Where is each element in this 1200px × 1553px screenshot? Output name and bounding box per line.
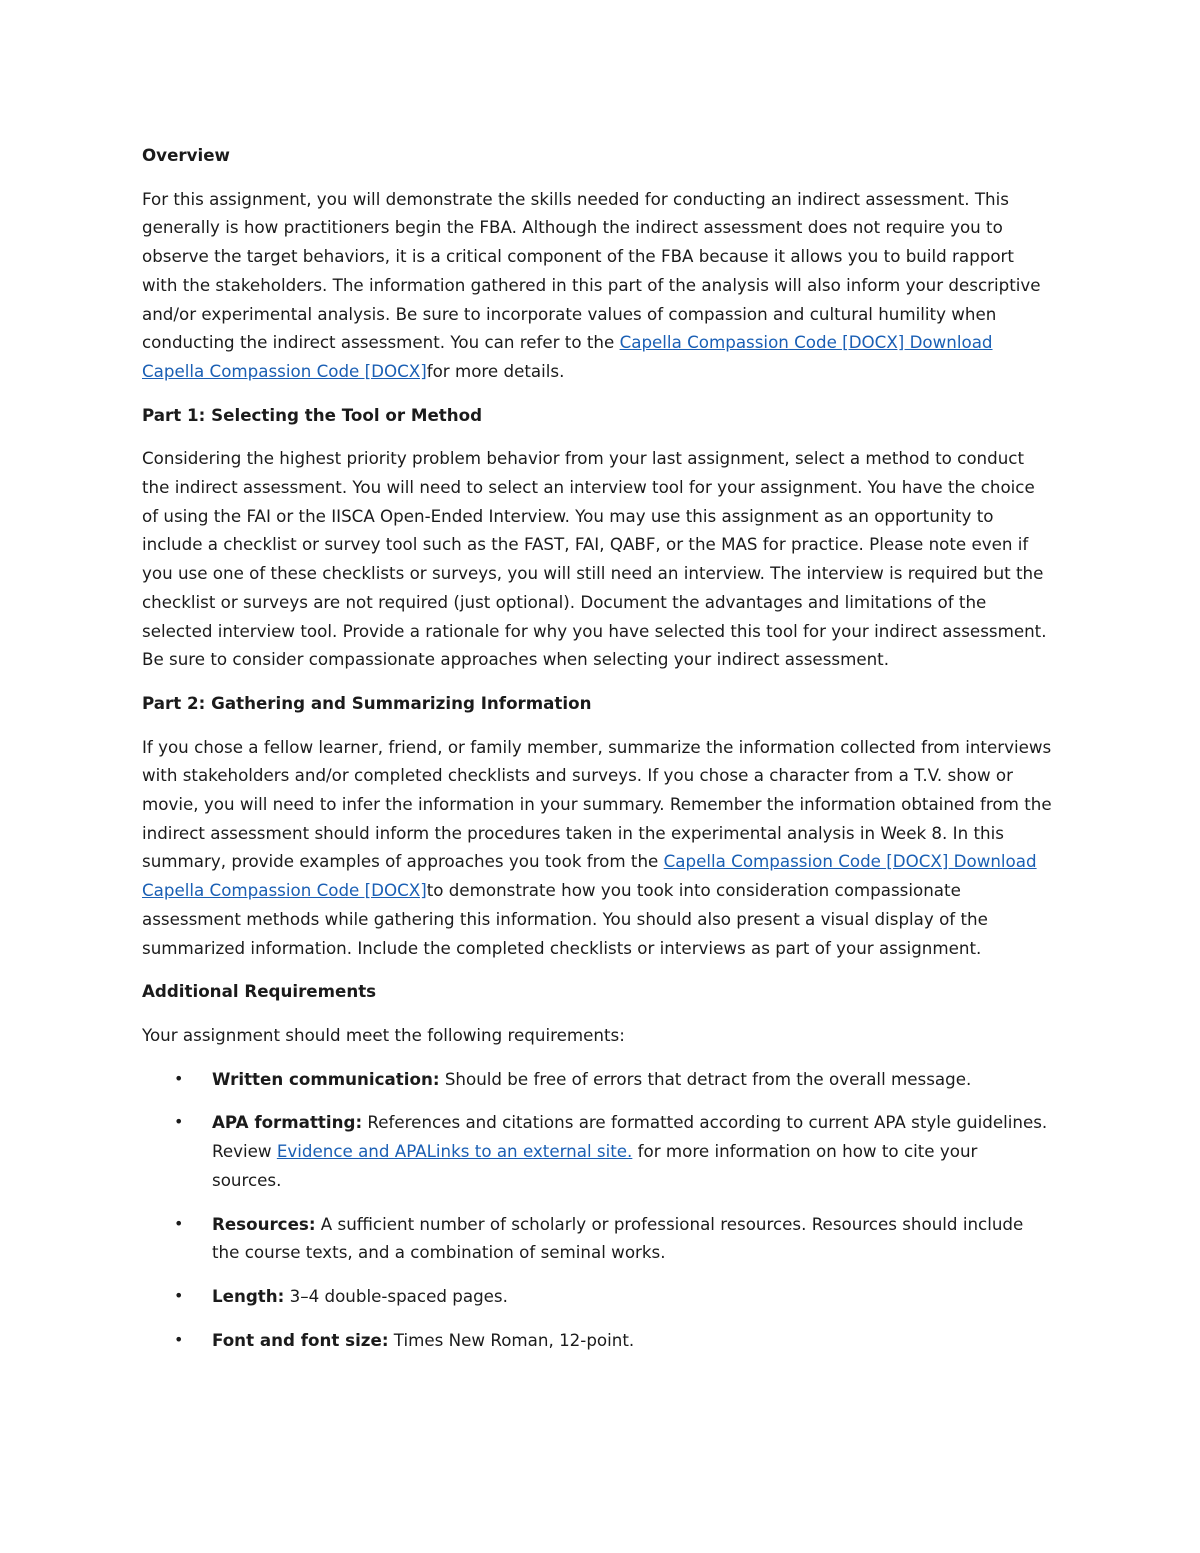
part2-text-end: to demonstrate how you took into consideration compassionate assessment methods while gathering this information. You should also present a visual display of the summarized information. Include the completed checklists or interviews as part of your assignment. bbox=[142, 880, 988, 958]
bullet-icon: • bbox=[174, 1213, 184, 1233]
requirements-list bbox=[142, 1065, 1052, 1355]
capella-compassion-code-link[interactable]: Capella Compassion Code [DOCX] Download Capella Compassion Code [DOCX] bbox=[142, 332, 993, 381]
list-item-apa-formatting bbox=[142, 1108, 1052, 1194]
bullet-icon: • bbox=[174, 1329, 184, 1349]
item-text: A sufficient number of scholarly or professional resources. Resources should include the course texts, and a combination of seminal works. bbox=[212, 1213, 1024, 1263]
item-label: Resources: bbox=[212, 1213, 316, 1234]
bullet-icon: • bbox=[174, 1112, 184, 1132]
part2-heading: Part 2: Gathering and Summarizing Information bbox=[142, 692, 592, 713]
bullet-icon: • bbox=[174, 1285, 184, 1305]
evidence-and-apa-link[interactable]: Evidence and APALinks to an external site. bbox=[276, 1141, 633, 1162]
item-text-after: for more information on how to cite your sources. bbox=[212, 1141, 978, 1190]
part1-heading: Part 1: Selecting the Tool or Method bbox=[142, 404, 483, 425]
item-label: Written communication: bbox=[212, 1068, 440, 1089]
item-label: APA formatting: bbox=[212, 1112, 363, 1133]
bullet-icon: • bbox=[174, 1068, 184, 1088]
list-item-length bbox=[142, 1282, 1052, 1311]
part2-text: If you chose a fellow learner, friend, or family member, summarize the information collected from interviews with stakeholders and/or completed checklists and surveys. If you chose a character from a T.V. show or movie, you will need to infer the information in your summary. Remember the information obtained from the indirect assessment should inform the procedures taken in the experimental analysis in Week 8. In this summary, provide examples of approaches you took from the bbox=[142, 736, 1052, 872]
list-item-written-communication bbox=[142, 1065, 1052, 1094]
list-item-font bbox=[142, 1326, 1052, 1355]
part1-paragraph: Considering the highest priority problem behavior from your last assignment, select a method to conduct the indirect assessment. You will need to select an interview tool for your assignment. You have the choice of using the FAI or the IISCA Open-Ended Interview. You may use this assignment as an opportunity to include a checklist or survey tool such as the FAST, FAI, QABF, or the MAS for practice. Please note even if you use one of these checklists or surveys, you will still need an interview. The interview is required but the checklist or surveys are not required (just optional). Document the advantages and limitations of the selected interview tool. Provide a rationale for why you have selected this tool for your indirect assessment. Be sure to consider compassionate approaches when selecting your indirect assessment. bbox=[142, 448, 1047, 670]
item-label: Font and font size: bbox=[212, 1329, 389, 1350]
additional-requirements-heading: Additional Requirements bbox=[142, 981, 377, 1002]
item-text: References and citations are formatted according to current APA style guidelines. Review bbox=[212, 1112, 1048, 1162]
item-text: Should be free of errors that detract from the overall message. bbox=[439, 1068, 972, 1089]
item-text: 3–4 double-spaced pages. bbox=[284, 1285, 508, 1306]
overview-text-end: for more details. bbox=[426, 360, 565, 381]
part2-paragraph bbox=[142, 733, 1052, 963]
item-label: Length: bbox=[212, 1285, 285, 1306]
overview-text: For this assignment, you will demonstrate the skills needed for conducting an indirect assessment. This generally is how practitioners begin the FBA. Although the indirect assessment does not require you to observe the target behaviors, it is a critical component of the FBA because it allows you to build rapport with the stakeholders. The information gathered in this part of the analysis will also inform your descriptive and/or experimental analysis. Be sure to incorporate values of compassion and cultural humility when conducting the indirect assessment. You can refer to the bbox=[142, 188, 1041, 353]
capella-compassion-code-link-2[interactable]: Capella Compassion Code [DOCX] Download Capella Compassion Code [DOCX] bbox=[142, 851, 1037, 901]
list-item-resources bbox=[142, 1210, 1052, 1267]
item-text: Times New Roman, 12-point. bbox=[388, 1329, 635, 1350]
requirements-intro: Your assignment should meet the following requirements: bbox=[142, 1024, 625, 1045]
overview-paragraph bbox=[142, 185, 1052, 386]
overview-heading: Overview bbox=[142, 145, 230, 165]
